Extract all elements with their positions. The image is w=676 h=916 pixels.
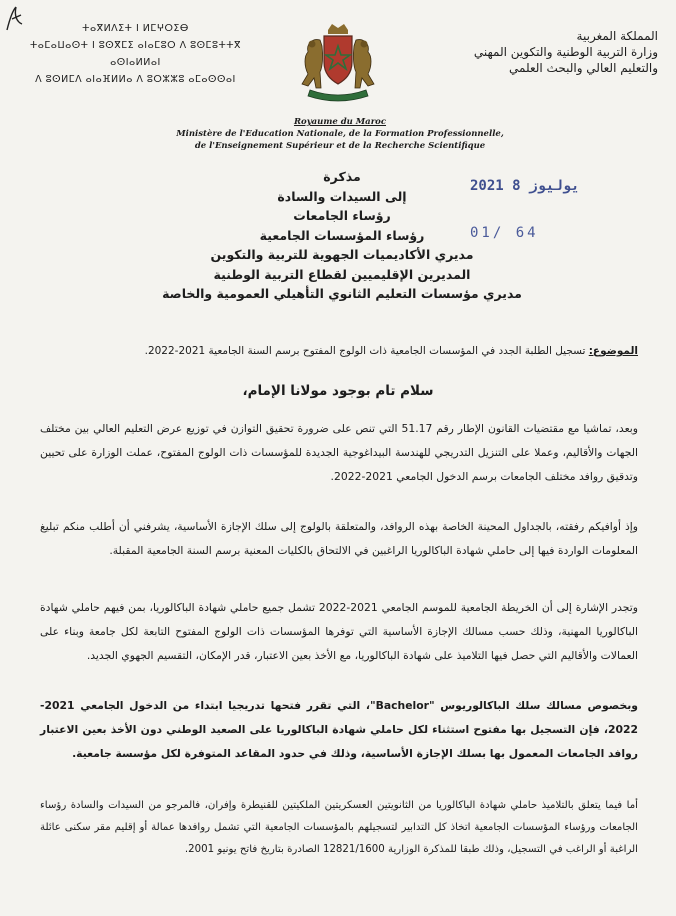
ministry-line-fr: de l'Enseignement Supérieur et de la Recherche Scientifique xyxy=(194,141,486,151)
tifinagh-line: ⵜⴰⵎⴰⵡⴰⵙⵜ ⵏ ⵓⵙⴳⵎⵉ ⴰⵏⴰⵎⵓⵔ ⴷ ⵓⵙⵎⵓⵜⵜⴳ ⴰⵙⵏⴰⵍⵍⴰⵏ xyxy=(29,40,242,68)
kingdom-title: Royaume du Maroc xyxy=(293,117,387,127)
ministry-header-arabic xyxy=(458,28,658,76)
tifinagh-line: ⴷ ⵓⵙⵍⵎⴷ ⴰⵏⴰⴼⵍⵍⴰ ⴷ ⵓⵔⵣⵣⵓ ⴰⵎⴰⵙⵙⴰⵏ xyxy=(35,74,236,85)
handwritten-mark xyxy=(4,4,26,34)
addressee-line: مديري الأكاديميات الجهوية للتربية والتكوين xyxy=(210,247,474,262)
body-paragraph: أما فيما يتعلق بالتلاميذ حاملي شهادة الباكالوريا من الثانويتين العسكريتين الملكيتين للقنيطرة وإفران، فالمرجو من السيدات والسادة رؤساء الجامعات ورؤساء المؤسسات الجامعية اتخاذ كل التدابير لتسجيلهم بالمؤسسات الجامعية التي تشمل روافدها عمالة أو إقليم مقر سكنى عائلة الراغبة أو الراغب في التسجيل، وذلك طبقا للمذكرة الوزارية 12821/1600 الصادرة بتاريخ فاتح يونيو 2001. xyxy=(40,800,638,855)
addressee-line: مديري مؤسسات التعليم الثانوي التأهيلي العمومية والخاصة xyxy=(162,286,522,301)
ministry-line: المملكة المغربية xyxy=(576,29,658,43)
addressee-line: المديرين الإقليميين لقطاع التربية الوطنية xyxy=(213,266,471,282)
memo-subject xyxy=(40,343,638,359)
tifinagh-line: ⵜⴰⴳⵍⴷⵉⵜ ⵏ ⵍⵎⵖⵔⵉⴱ xyxy=(82,23,189,34)
ministry-line: وزارة التربية الوطنية والتكوين المهني xyxy=(473,45,658,59)
ministry-header-french xyxy=(150,116,530,152)
date-stamp: 2021 يوليوز 8 xyxy=(470,178,580,194)
subject-text: تسجيل الطلبة الجدد في المؤسسات الجامعية ذات الولوج المفتوح برسم السنة الجامعية 2021-2022. xyxy=(144,345,589,357)
body-paragraph: وتجدر الإشارة إلى أن الخريطة الجامعية للموسم الجامعي 2021-2022 تشمل جميع حاملي شهادة الباكالوريا، بمن فيهم حاملي شهادة الباكالوريا المهنية، وذلك حسب مسالك الإجازة الأساسية التي توفرها المؤسسات ذات الولوج المفتوح التابعة لكل جامعة وبناء على العمالات والأقاليم التي حصل فيها التلاميذ على شهادة الباكالوريا، مع الأخذ بعين الاعتبار، قدر الإمكان، التقسيم الجهوي الجديد. xyxy=(40,601,638,662)
tifinagh-header xyxy=(28,20,243,88)
memo-title: مذكرة xyxy=(323,169,361,184)
addressee-line: رؤساء المؤسسات الجامعية xyxy=(259,227,425,243)
addressee-line: رؤساء الجامعات xyxy=(293,208,391,223)
addressee-line: إلى السيدات والسادة xyxy=(277,188,407,204)
ministry-line: والتعليم العالي والبحث العلمي xyxy=(509,61,658,75)
greeting: سلام تام بوجود مولانا الإمام، xyxy=(242,383,434,399)
reference-number-stamp: 01/ 64 xyxy=(470,225,539,241)
ministry-line-fr: Ministère de l'Education Nationale, de la Formation Professionnelle, xyxy=(176,129,504,139)
subject-label: الموضوع: xyxy=(588,345,638,357)
body-paragraph: وبعد، تماشيا مع مقتضيات القانون الإطار رقم 51.17 التي تنص على ضرورة تحقيق التوازن في توزيع عرض التعليم العالي بين مختلف الجهات والأقاليم، وعملا على التنزيل التدريجي للهندسة البيداغوجية الجديدة للمؤسسات ذات الولوج المفتوح، عملت الوزارة على تحيين وتدقيق روافد مختلف الجامعات برسم الدخول الجامعي 2021-2022. xyxy=(40,422,638,483)
body-paragraph-bachelor: وبخصوص مسالك سلك الباكالوريوس "Bachelor"، التي تقرر فتحها تدريجيا ابتداء من الدخول الجامعي 2021-2022، فإن التسجيل بها مفتوح استثناء لكل حاملي شهادة الباكالوريا على الصعيد الوطني دون الأخذ بعين الاعتبار روافد الجامعات المعمول بها بسلك الإجازة الأساسية، وذلك في حدود المقاعد المتوفرة لكل مؤسسة جامعية. xyxy=(40,699,638,760)
coat-of-arms-icon xyxy=(290,22,386,104)
body-paragraph: وإذ أوافيكم رفقته، بالجداول المحينة الخاصة بهذه الروافد، والمتعلقة بالولوج إلى سلك الإجازة الأساسية، يشرفني أن أطلب منكم تبليغ المعلومات الواردة فيها إلى حاملي شهادة الباكالوريا الراغبين في الالتحاق بالكليات المعنية برسم السنة الجامعية المقبلة. xyxy=(40,520,638,557)
